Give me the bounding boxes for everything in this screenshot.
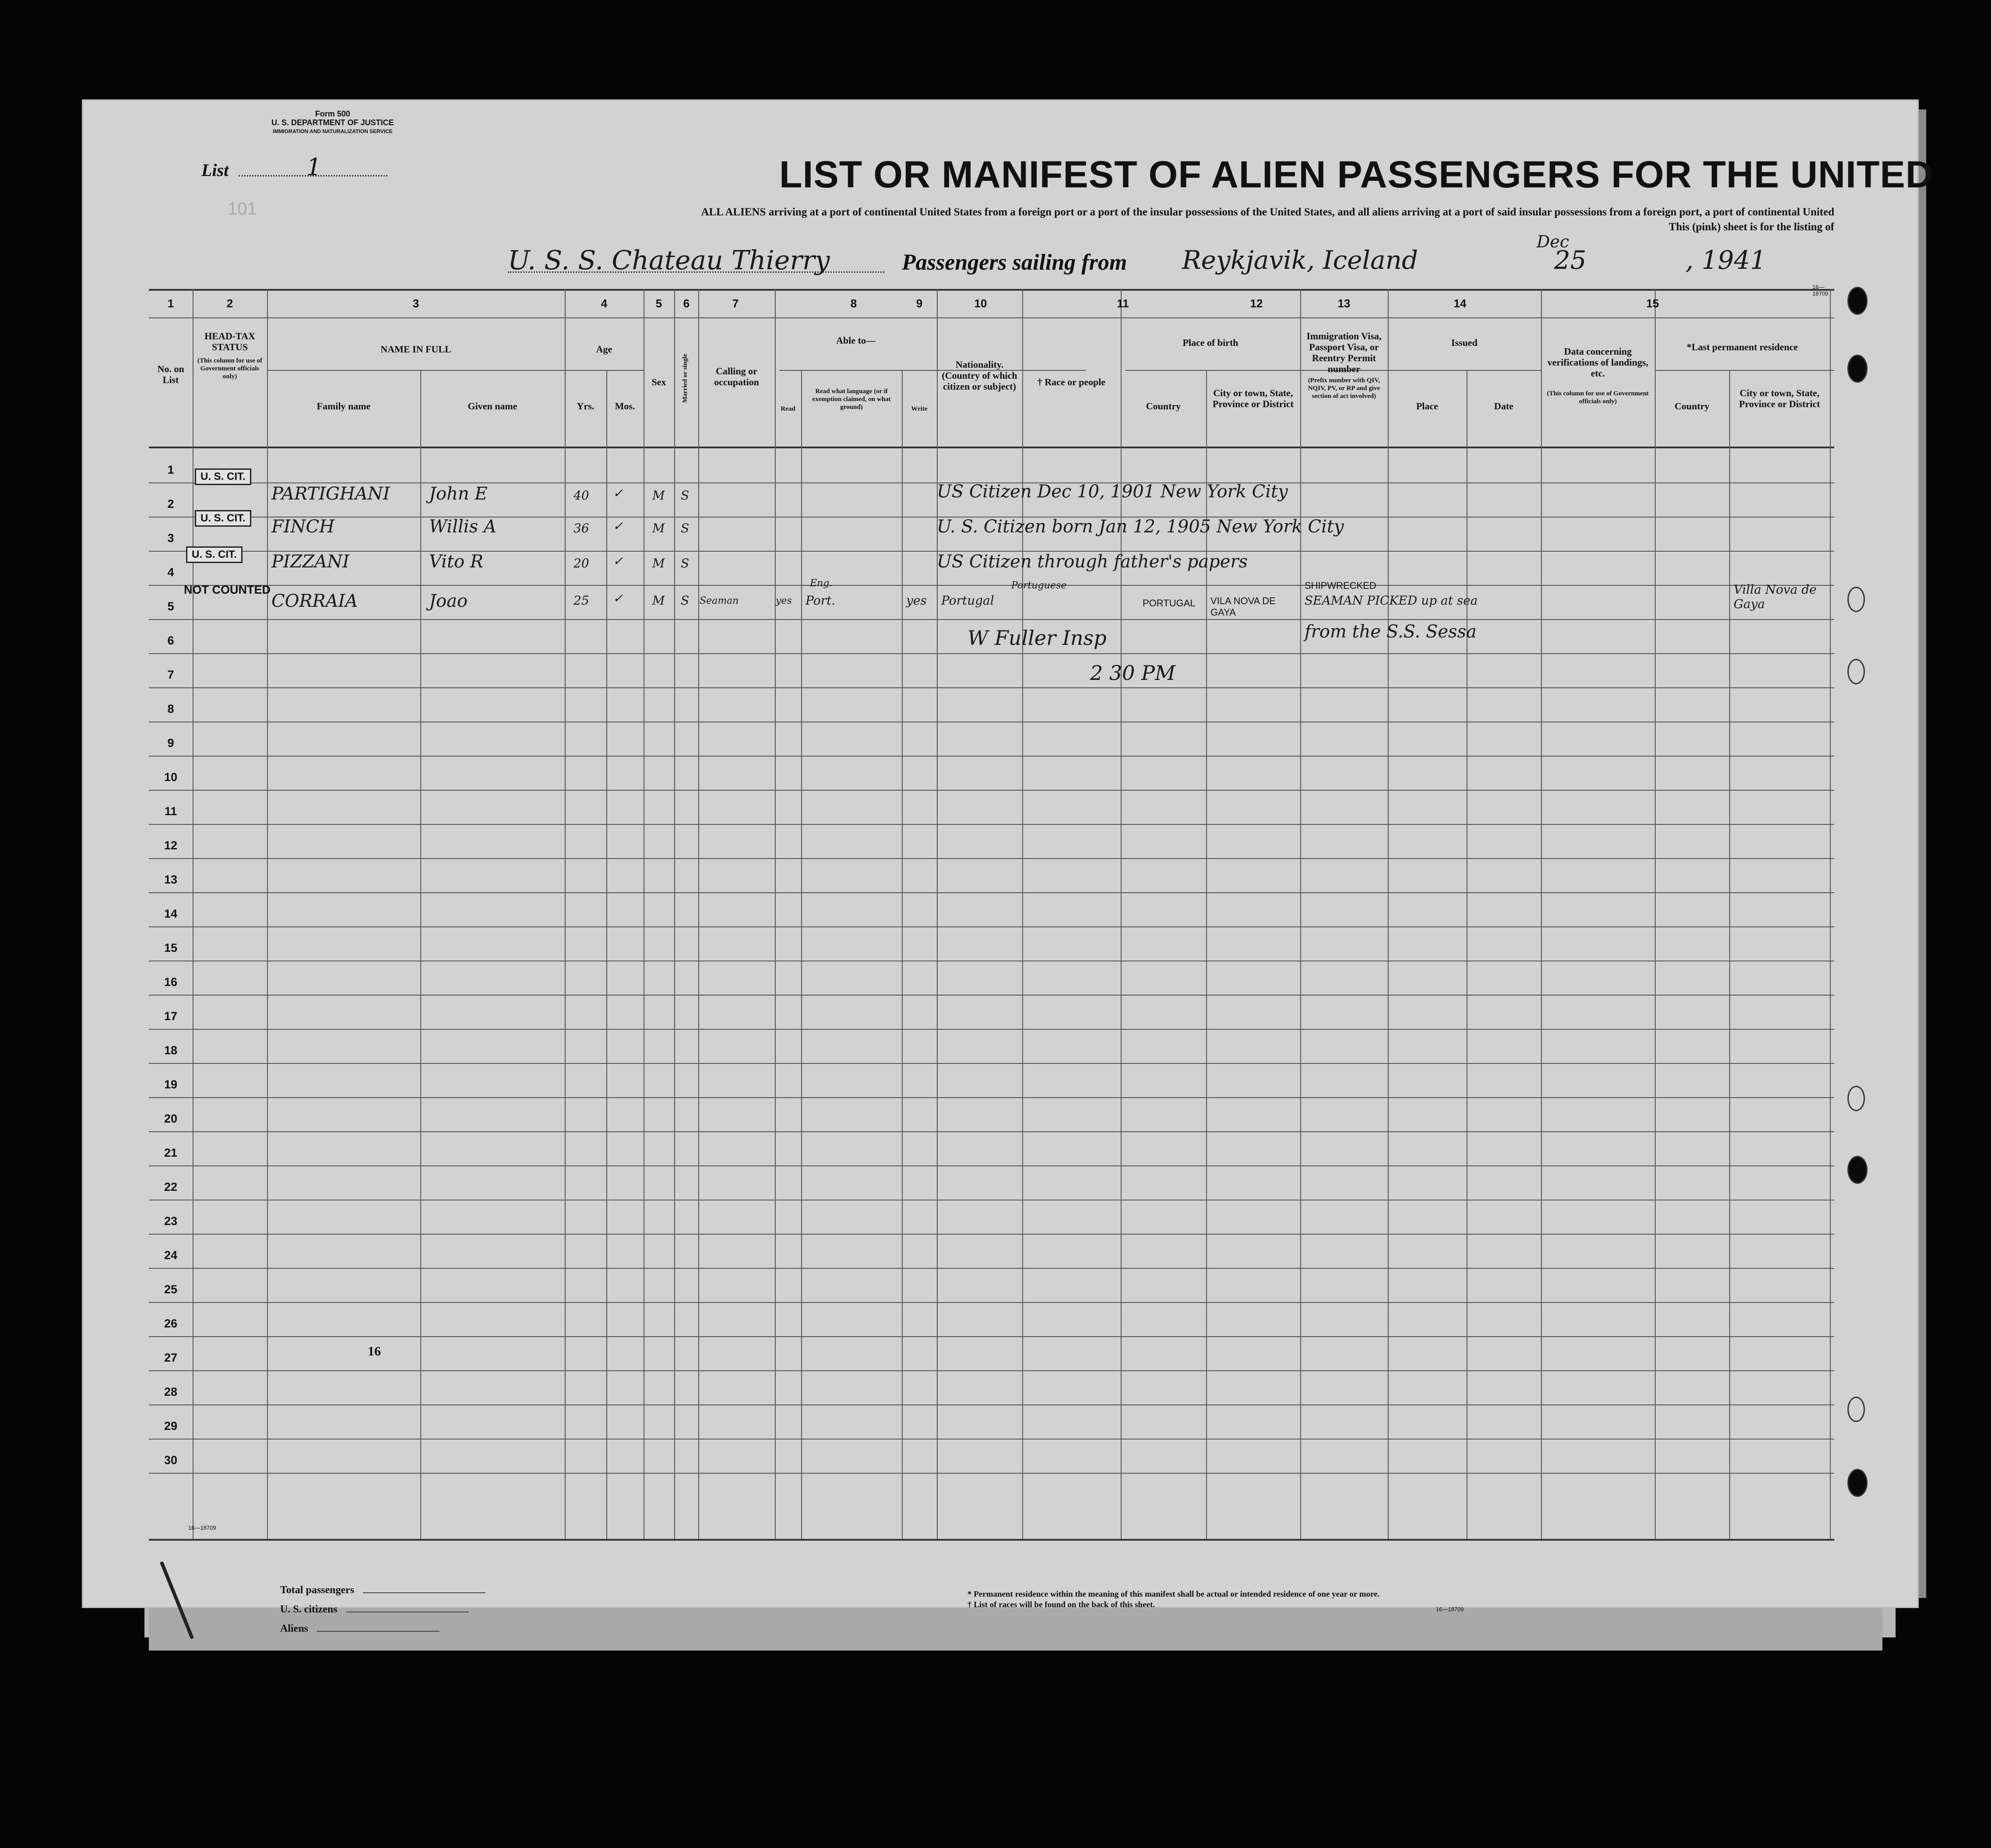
rule	[1655, 370, 1834, 371]
month-correction: Dec	[1537, 232, 1569, 251]
col-rule	[775, 289, 776, 1539]
row-number: 3	[167, 532, 174, 545]
aliens-label: Aliens	[280, 1623, 309, 1634]
age-months: ✓	[613, 519, 623, 533]
col-rule	[1300, 289, 1301, 1539]
row-number: 2	[167, 497, 174, 510]
row-rule	[149, 1131, 1834, 1132]
column-number: 5	[655, 297, 662, 310]
marital-status: S	[681, 521, 689, 535]
form-header	[271, 109, 394, 136]
notice-line-2: This (pink) sheet is for the listing of	[1668, 221, 1834, 233]
family-name: CORRAIA	[271, 591, 358, 611]
col-rule	[1541, 289, 1542, 1539]
footnote-races: † List of races will be found on the back of this sheet.	[967, 1600, 1155, 1609]
ship-dotted-line	[508, 271, 884, 273]
visa-note-2: SEAMAN PICKED up at sea	[1305, 593, 1478, 608]
read-language: Eng.	[810, 578, 833, 589]
row-rule	[149, 653, 1834, 654]
column-number: 14	[1453, 297, 1467, 310]
row-rule	[149, 687, 1834, 688]
row-rule	[149, 995, 1834, 996]
rule	[149, 317, 1834, 318]
age-months: ✓	[613, 591, 623, 605]
col-rule	[565, 289, 566, 1539]
faint-number: 101	[228, 199, 257, 218]
us-citizens-row	[280, 1600, 485, 1619]
status-stamp: U. S. CIT.	[195, 510, 251, 527]
row-number: 5	[167, 600, 174, 613]
row-rule	[149, 790, 1834, 791]
col-rule	[1655, 289, 1656, 1539]
age-months: ✓	[613, 554, 623, 568]
passengers-label: Passengers sailing from	[902, 250, 1127, 275]
sailing-day: 25	[1554, 245, 1586, 275]
header-no-on-list: No. on List	[157, 363, 184, 385]
col-rule	[1388, 289, 1389, 1539]
row-number: 30	[164, 1454, 178, 1467]
row-number: 25	[164, 1283, 178, 1296]
time-note: 2 30 PM	[1090, 661, 1176, 685]
header-mos: Mos.	[615, 401, 635, 412]
aliens-row	[280, 1619, 485, 1638]
age-years: 40	[573, 488, 589, 503]
not-counted-stamp: NOT COUNTED	[184, 583, 271, 596]
col-rule	[937, 289, 938, 1539]
sailing-year: , 1941	[1685, 245, 1766, 275]
age-years: 20	[573, 556, 589, 570]
row-rule	[149, 1473, 1834, 1474]
sex: M	[652, 488, 665, 503]
column-number: 7	[732, 297, 739, 310]
header-visa-note: (Prefix number with QIV, NQIV, PV, or RP and give section of act involved)	[1308, 377, 1380, 400]
row-rule	[149, 926, 1834, 927]
footnotes	[967, 1589, 1379, 1610]
total-passengers-label: Total passengers	[280, 1584, 355, 1596]
residence-city: Villa Nova de Gaya	[1734, 582, 1817, 611]
col-rule	[606, 370, 607, 1539]
rule	[779, 370, 1086, 371]
header-issued-date: Date	[1494, 401, 1513, 412]
col-rule	[1729, 370, 1730, 1539]
row-number: 28	[164, 1385, 178, 1398]
given-name: Vito R	[429, 552, 483, 572]
row-number: 18	[164, 1044, 178, 1057]
row-rule	[149, 1439, 1834, 1440]
print-code: 16—18709	[188, 1524, 216, 1531]
column-number: 4	[601, 297, 608, 310]
family-name: PIZZANI	[271, 552, 349, 572]
footnote-residence: * Permanent residence within the meaning of this manifest shall be actual or intended residence of one year or more.	[967, 1590, 1380, 1599]
punch-hole-ring	[1847, 659, 1865, 684]
given-name: Joao	[429, 591, 468, 611]
row-rule	[149, 1404, 1834, 1405]
col-rule	[1022, 289, 1023, 1539]
row-number: 16	[164, 975, 178, 989]
can-read: yes	[776, 595, 792, 606]
header-sex: Sex	[651, 377, 666, 387]
list-number: 1	[306, 153, 322, 181]
row-rule	[149, 1063, 1834, 1064]
header-race: † Race or people	[1037, 377, 1106, 387]
row-number: 23	[164, 1214, 178, 1228]
inspector-signature: W Fuller Insp	[967, 626, 1107, 650]
age-years: 36	[573, 521, 589, 535]
row-rule	[149, 1268, 1834, 1269]
aliens-line	[317, 1631, 440, 1632]
punch-hole	[1847, 1469, 1868, 1497]
column-number: 13	[1337, 297, 1351, 310]
col-rule	[1830, 289, 1831, 1539]
col-rule	[698, 289, 699, 1539]
read-language-2: Port.	[806, 593, 836, 608]
punch-hole	[1847, 1156, 1868, 1184]
service: IMMIGRATION AND NATURALIZATION SERVICE	[273, 128, 393, 134]
department: U. S. DEPARTMENT OF JUSTICE	[271, 118, 394, 127]
row-rule	[149, 619, 1834, 620]
form-number: Form 500	[315, 109, 350, 118]
page-title: LIST OR MANIFEST OF ALIEN PASSENGERS FOR THE UNITED	[779, 154, 1933, 196]
row-number: 17	[164, 1010, 178, 1023]
header-issued-place: Place	[1416, 401, 1439, 412]
given-name: John E	[429, 484, 488, 504]
header-last-residence: *Last permanent residence	[1687, 341, 1798, 352]
family-name: FINCH	[271, 517, 335, 537]
header-head-tax: HEAD-TAX STATUS	[204, 331, 255, 352]
rule	[149, 1539, 1834, 1541]
header-name-in-full: NAME IN FULL	[380, 344, 451, 355]
marital-status: S	[681, 593, 689, 608]
header-place-of-birth: Place of birth	[1182, 337, 1238, 348]
us-citizens-label: U. S. citizens	[280, 1604, 338, 1615]
header-age: Age	[596, 344, 612, 355]
ship-line	[508, 232, 1826, 276]
race: Portuguese	[1011, 580, 1067, 591]
row-number: 9	[167, 736, 174, 750]
remark: US Citizen Dec 10, 1901 New York City	[937, 482, 1288, 502]
row-rule	[149, 1234, 1834, 1235]
column-number: 6	[683, 297, 690, 310]
header-able-to: Able to—	[836, 335, 876, 346]
status-stamp: U. S. CIT.	[195, 468, 251, 485]
status-stamp: U. S. CIT.	[186, 546, 243, 563]
header-data-landings-note: (This column for use of Government officials only)	[1547, 390, 1649, 405]
can-write: yes	[906, 593, 927, 608]
punch-hole-ring	[1847, 1086, 1865, 1111]
punch-hole	[1847, 355, 1868, 383]
remark: US Citizen through father's papers	[937, 552, 1248, 572]
header-family-name: Family name	[317, 401, 371, 412]
row-number: 6	[167, 634, 174, 647]
column-number: 12	[1250, 297, 1263, 310]
marital-status: S	[681, 556, 689, 570]
manifest-table	[149, 284, 1834, 1539]
header-res-city: City or town, State, Province or District	[1739, 387, 1820, 409]
nationality: Portugal	[941, 593, 994, 608]
remark: U. S. Citizen born Jan 12, 1905 New York City	[937, 517, 1344, 537]
rule	[149, 447, 1834, 448]
col-rule	[1206, 370, 1207, 1539]
row-number: 13	[164, 873, 178, 886]
header-read-language: Read what language (or if exemption claimed, on what ground)	[812, 388, 891, 411]
header-birth-city: City or town, State, Province or District	[1213, 387, 1294, 409]
row-number: 19	[164, 1078, 178, 1091]
rule	[267, 370, 644, 371]
row-rule	[149, 892, 1834, 893]
row-number: 27	[164, 1351, 178, 1364]
sex: M	[652, 556, 665, 570]
col-rule	[1121, 289, 1122, 1539]
header-data-landings: Data concerning verifications of landings, etc.	[1547, 346, 1649, 379]
row-number: 1	[167, 463, 174, 476]
visa-note-3: from the S.S. Sessa	[1305, 622, 1477, 642]
row-rule	[149, 1370, 1834, 1371]
notice	[451, 205, 1834, 235]
print-code-top: 16—18709	[1812, 284, 1829, 297]
row-number: 4	[167, 566, 174, 579]
punch-hole	[1847, 287, 1868, 315]
departure-port: Reykjavik, Iceland	[1182, 245, 1418, 275]
row-rule	[149, 1302, 1834, 1303]
punch-hole-ring	[1847, 1397, 1865, 1422]
row-number: 7	[167, 668, 174, 681]
stray-number: 16	[368, 1344, 381, 1359]
occupation: Seaman	[700, 595, 739, 606]
row-rule	[149, 585, 1834, 586]
row-number: 11	[164, 805, 177, 818]
row-rule	[149, 1336, 1834, 1337]
row-rule	[149, 1097, 1834, 1098]
row-number: 29	[164, 1419, 178, 1433]
punch-hole-ring	[1847, 587, 1865, 612]
column-number: 8	[850, 297, 857, 310]
header-yrs: Yrs.	[577, 401, 594, 412]
row-rule	[149, 858, 1834, 859]
birth-country: PORTUGAL	[1143, 598, 1196, 609]
ship-name: U. S. S. Chateau Thierry	[508, 245, 830, 276]
given-name: Willis A	[429, 517, 496, 537]
row-number: 12	[164, 839, 178, 852]
column-number: 1	[167, 297, 174, 310]
header-birth-country: Country	[1146, 401, 1181, 412]
header-res-country: Country	[1674, 401, 1710, 412]
row-number: 20	[164, 1112, 178, 1125]
row-number: 10	[164, 771, 178, 784]
header-issued: Issued	[1451, 337, 1477, 348]
header-read: Read	[781, 405, 795, 412]
column-number: 2	[226, 297, 233, 310]
header-married: Married or single	[682, 353, 689, 403]
notice-line-1: ALL ALIENS arriving at a port of continental United States from a foreign port or a port of the insular possessions of the United States, and all aliens arriving at a port of said insular possessions from a foreign port, a port of continental United	[701, 206, 1834, 218]
column-number: 15	[1646, 297, 1659, 310]
row-number: 24	[164, 1249, 178, 1262]
header-head-tax-note: (This column for use of Government officials only)	[197, 357, 263, 380]
family-name: PARTIGHANI	[271, 484, 390, 504]
totals-block	[280, 1580, 485, 1638]
column-number: 10	[974, 297, 987, 310]
col-rule	[902, 370, 903, 1539]
col-rule	[420, 370, 421, 1539]
header-nationality: Nationality. (Country of which citizen or subject)	[942, 359, 1017, 392]
sex: M	[652, 593, 665, 608]
column-number: 11	[1117, 297, 1129, 310]
col-rule	[674, 289, 675, 1539]
header-write: Write	[911, 405, 928, 412]
row-rule	[149, 1165, 1834, 1166]
row-number: 26	[164, 1317, 178, 1330]
col-rule	[267, 289, 268, 1539]
column-number: 9	[916, 297, 923, 310]
row-number: 14	[164, 907, 178, 920]
row-number: 21	[164, 1146, 178, 1159]
marital-status: S	[681, 488, 689, 503]
age-months: ✓	[613, 486, 623, 500]
row-number: 8	[167, 702, 174, 715]
col-rule	[801, 370, 802, 1539]
header-calling: Calling or occupation	[714, 366, 759, 387]
header-visa: Immigration Visa, Passport Visa, or Reentry Permit number	[1306, 331, 1382, 374]
row-number: 22	[164, 1180, 178, 1193]
total-line	[363, 1592, 485, 1593]
print-code-bottom: 16—18709	[1436, 1606, 1464, 1612]
row-number: 15	[164, 941, 178, 954]
row-rule	[149, 824, 1834, 825]
header-given-name: Given name	[468, 401, 517, 412]
age-years: 25	[573, 593, 589, 608]
row-rule	[149, 756, 1834, 757]
visa-note-1: SHIPWRECKED	[1305, 580, 1376, 591]
sex: M	[652, 521, 665, 535]
total-passengers-row	[280, 1580, 485, 1600]
row-rule	[149, 1029, 1834, 1030]
birth-city: VILA NOVA DE GAYA	[1210, 595, 1276, 618]
list-label: List	[201, 160, 229, 180]
rule	[149, 289, 1834, 291]
column-number: 3	[412, 297, 419, 310]
